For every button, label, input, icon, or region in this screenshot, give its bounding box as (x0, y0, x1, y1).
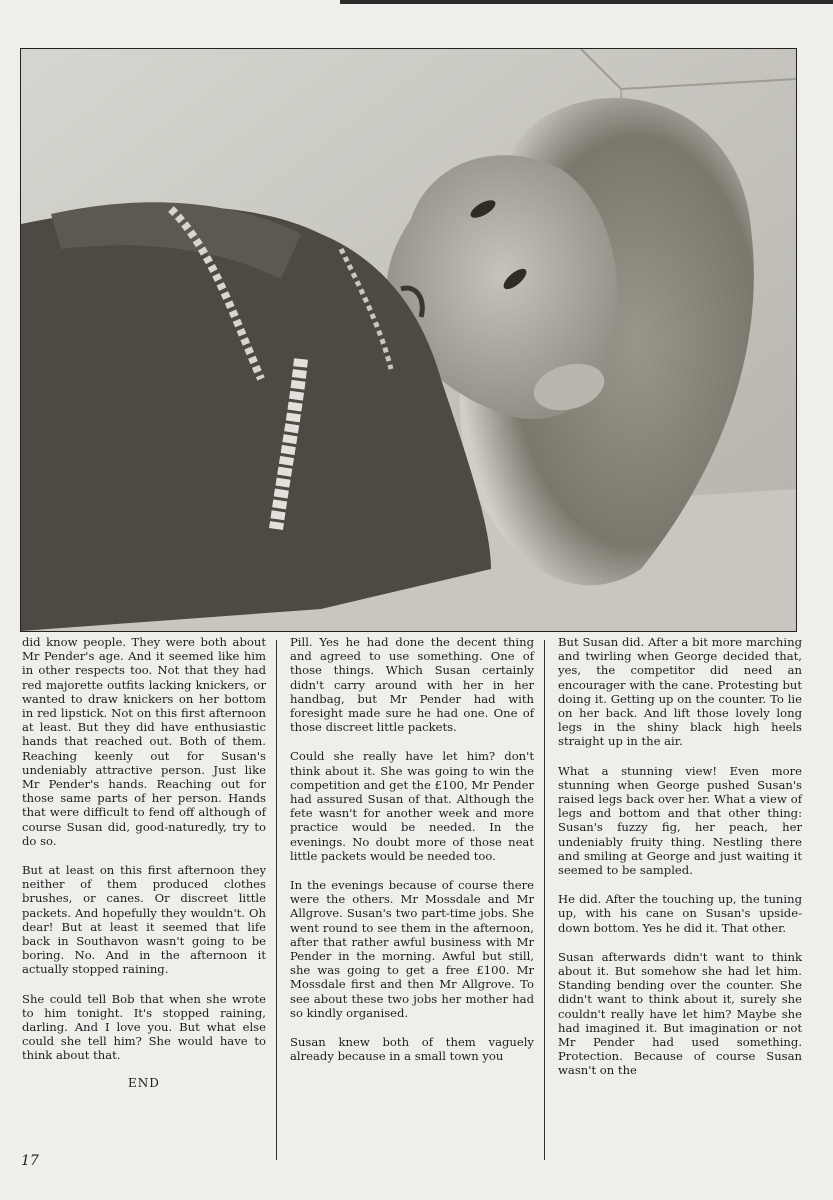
end-mark: END (128, 1075, 160, 1090)
paragraph: did know people. They were both about Mr Pender's age. And it seemed like him in other respects too. Not that they had red majorette outfits lacking knickers, or wanted to draw knickers on her bottom in red lipstick. Not on this first afternoon at least. But they did have enthusiastic hands that reached out. Both of them. Reaching keenly out for Susan's undeniably attractive person. Just like Mr Pender's hands. Reaching out for those same parts of her person. Hands that were difficult to fend off although of course Susan did, good-naturedly, try to do so. (22, 635, 266, 848)
paragraph: He did. After the touching up, the tuning up, with his cane on Susan's upside-down bottom. Yes he did it. That other. (558, 892, 802, 935)
paragraph: In the evenings because of course there were the others. Mr Mossdale and Mr Allgrove. Susan's two part-time jobs. She went round to see them in the afternoon, after that rather awful business with Mr Pender in the morning. Awful but still, she was going to get a free £100. Mr Mossdale first and then Mr Allgrove. To see about these two jobs her mother had so kindly organised. (290, 878, 534, 1020)
top-rule (340, 0, 833, 4)
column-divider (544, 640, 545, 1160)
paragraph: Pill. Yes he had done the decent thing and agreed to use something. One of those things. Which Susan certainly didn't carry around with her in her handbag, but Mr Pender had with foresight made sure he had one. One of those discreet little packets. (290, 635, 534, 735)
woman-lying-photo-icon (21, 49, 796, 631)
text-column-right (558, 635, 802, 1093)
paragraph: But Susan did. After a bit more marching and twirling when George decided that, yes, the competitor did need an encourager with the cane. Protesting but doing it. Getting up on the counter. To lie on her back. And lift those lovely long legs in the shiny black high heels straight up in the air. (558, 635, 802, 749)
text-column-left (22, 635, 266, 1105)
paragraph: Susan afterwards didn't want to think about it. But somehow she had let him. Standing bending over the counter. She didn't want to think about it, surely she couldn't really have let him? Maybe she had imagined it. But imagination or not Mr Pender had used something. Protection. Because of course Susan wasn't on the (558, 949, 802, 1078)
paragraph: Susan knew both of them vaguely already because in a small town you (290, 1035, 534, 1064)
paragraph: What a stunning view! Even more stunning when George pushed Susan's raised legs back over her. What a view of legs and bottom and that other thing: Susan's fuzzy fig, her peach, her undeniably fruity thing. Nestling there and smiling at George and just waiting it seemed to be sampled. (558, 763, 802, 878)
paragraph: Could she really have let him? don't think about it. She was going to win the competition and get the £100, Mr Pender had assured Susan of that. Although the fete wasn't for another week and more practice would be needed. In the evenings. No doubt more of those neat little packets would be needed too. (290, 749, 534, 863)
photo-woman-lying (20, 48, 797, 632)
paragraph: She could tell Bob that when she wrote to him tonight. It's stopped raining, darling. And I love you. But what else could she tell him? She would have to think about that. (22, 991, 266, 1063)
page-number: 17 (21, 1153, 39, 1169)
paragraph: But at least on this first afternoon they neither of them produced clothes brushes, or canes. Or discreet little packets. And hopefully they wouldn't. Oh dear! But at least it seemed that life back in Southavon wasn't going to be boring. No. And in the afternoon it actually stopped raining. (22, 863, 266, 977)
text-column-middle (290, 635, 534, 1078)
column-divider (276, 640, 277, 1160)
